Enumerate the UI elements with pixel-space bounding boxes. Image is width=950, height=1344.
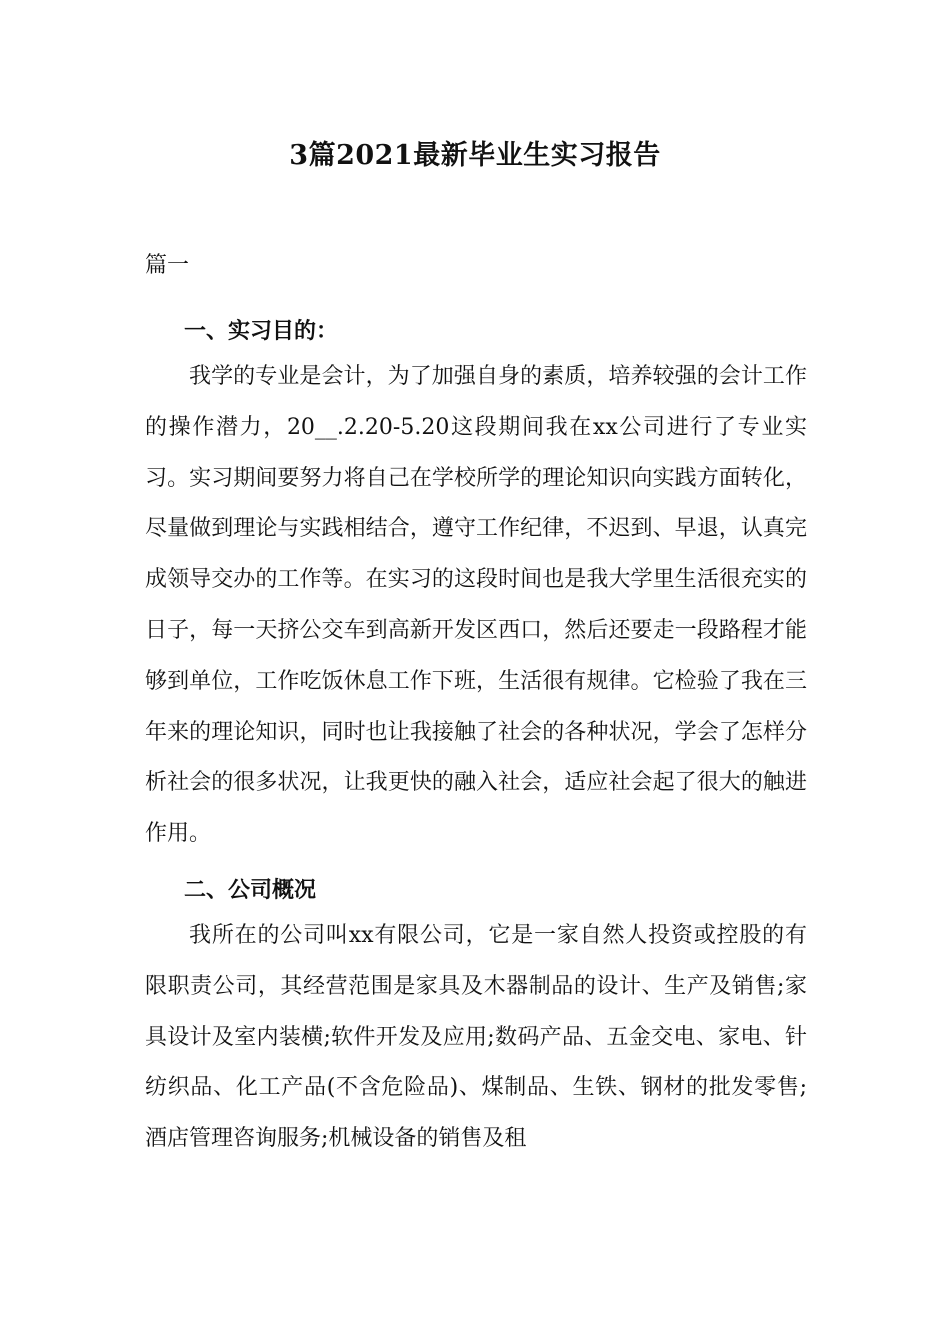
document-title: 3篇2021最新毕业生实习报告 (289, 140, 661, 171)
part-label: 篇一 (145, 253, 190, 278)
section-body-purpose: 我学的专业是会计，为了加强自身的素质，培养较强的会计工作的操作潜力，20__.2.20-5.20这段期间我在xx公司进行了专业实习。实习期间要努力将自己在学校所学的理论知识向实践方面转化，尽量做到理论与实践相结合，遵守工作纪律，不迟到、早退，认真完成领导交办的工作等。在实习的这段时间也是我大学里生活很充实的日子，每一天挤公交车到高新开发区西口，然后还要走一段路程才能够到单位，工作吃饭休息工作下班，生活很有规律。它检验了我在三年来的理论知识，同时也让我接触了社会的各种状况，学会了怎样分析社会的很多状况，让我更快的融入社会，适应社会起了很大的触进作用。 (145, 364, 807, 847)
section-heading-company: 二、公司概况 (184, 877, 317, 903)
section-heading-purpose: 一、实习目的： (184, 318, 339, 344)
section-body-company: 我所在的公司叫xx有限公司，它是一家自然人投资或控股的有限职责公司，其经营范围是家具及木器制品的设计、生产及销售;家具设计及室内装横;软件开发及应用;数码产品、五金交电、家电、针纺织品、化工产品(不含危险品)、煤制品、生铁、钢材的批发零售;酒店管理咨询服务;机械设备的销售及租 (145, 923, 807, 1152)
